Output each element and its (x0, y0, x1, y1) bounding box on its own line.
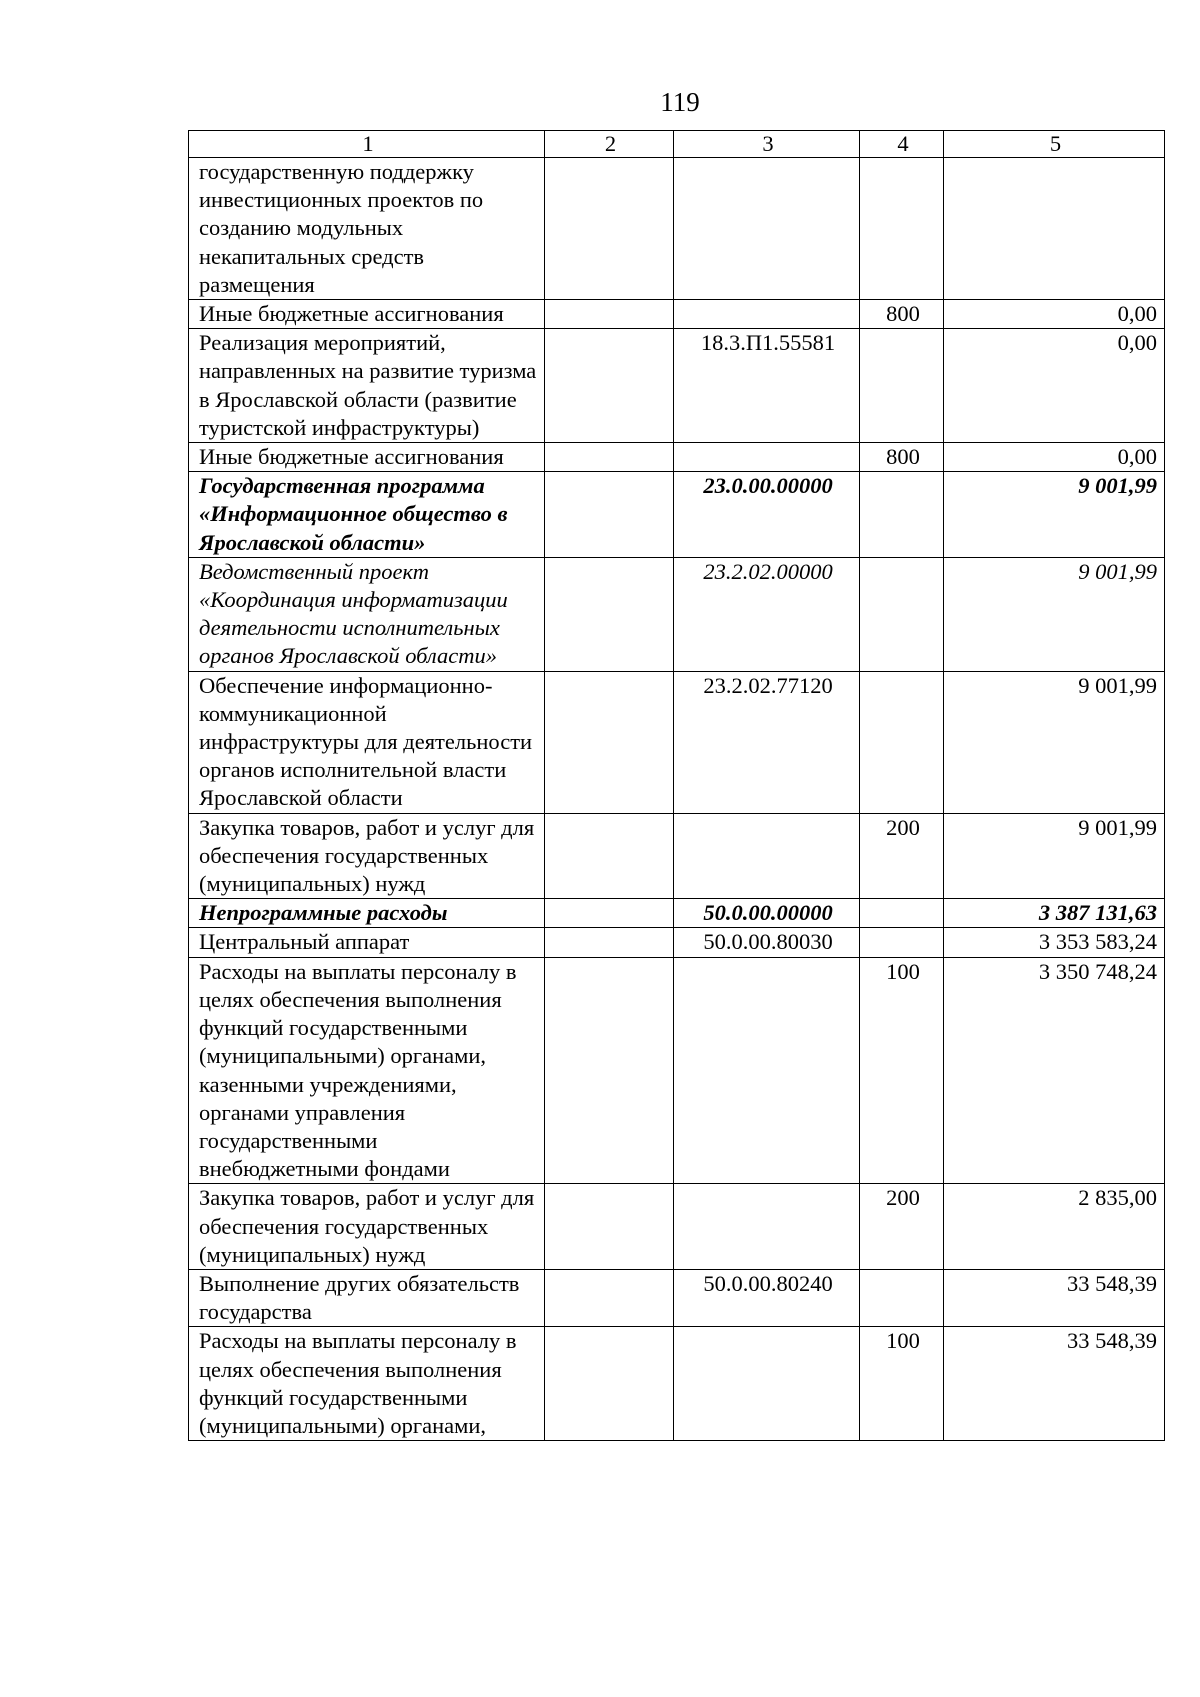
table-row (189, 158, 1165, 300)
amount: 3 350 748,24 (944, 957, 1165, 1184)
table-row (189, 1184, 1165, 1270)
expense-type (860, 899, 944, 928)
target-code: 50.0.00.00000 (674, 899, 860, 928)
column-2-cell (545, 813, 674, 899)
amount: 9 001,99 (944, 671, 1165, 813)
column-2-cell (545, 1269, 674, 1326)
column-2-cell (545, 1327, 674, 1441)
expense-type (860, 329, 944, 443)
header-cell-2: 2 (545, 131, 674, 158)
table-row (189, 472, 1165, 558)
expense-type: 800 (860, 443, 944, 472)
item-name: Закупка товаров, работ и услуг для обеспечения государственных (муниципальных) нужд (189, 1184, 545, 1270)
table-header-row (189, 131, 1165, 158)
target-code (674, 1184, 860, 1270)
target-code: 18.3.П1.55581 (674, 329, 860, 443)
column-2-cell (545, 557, 674, 671)
column-2-cell (545, 899, 674, 928)
item-name: Иные бюджетные ассигнования (189, 300, 545, 329)
expense-type: 100 (860, 1327, 944, 1441)
item-name: Иные бюджетные ассигнования (189, 443, 545, 472)
item-name: Центральный аппарат (189, 928, 545, 957)
expense-type (860, 557, 944, 671)
target-code: 23.2.02.77120 (674, 671, 860, 813)
amount: 33 548,39 (944, 1269, 1165, 1326)
table-row (189, 957, 1165, 1184)
item-name: Непрограммные расходы (189, 899, 545, 928)
table-row (189, 300, 1165, 329)
table-row (189, 557, 1165, 671)
amount: 3 353 583,24 (944, 928, 1165, 957)
amount: 0,00 (944, 329, 1165, 443)
amount: 3 387 131,63 (944, 899, 1165, 928)
column-2-cell (545, 443, 674, 472)
target-code (674, 443, 860, 472)
table-row (189, 443, 1165, 472)
target-code: 23.0.00.00000 (674, 472, 860, 558)
table-row (189, 329, 1165, 443)
header-cell-4: 4 (860, 131, 944, 158)
table-row (189, 813, 1165, 899)
column-2-cell (545, 158, 674, 300)
table-row (189, 1327, 1165, 1441)
expense-type (860, 928, 944, 957)
expense-type (860, 671, 944, 813)
amount: 2 835,00 (944, 1184, 1165, 1270)
amount: 0,00 (944, 300, 1165, 329)
expense-type: 200 (860, 813, 944, 899)
target-code (674, 300, 860, 329)
column-2-cell (545, 957, 674, 1184)
amount: 9 001,99 (944, 472, 1165, 558)
expense-type: 200 (860, 1184, 944, 1270)
expense-type (860, 1269, 944, 1326)
amount (944, 158, 1165, 300)
column-2-cell (545, 671, 674, 813)
amount: 33 548,39 (944, 1327, 1165, 1441)
expense-type: 800 (860, 300, 944, 329)
column-2-cell (545, 472, 674, 558)
page-number: 119 (660, 87, 700, 117)
item-name: государственную поддержку инвестиционных проектов по созданию модульных некапитальных средств размещения (189, 158, 545, 300)
table-row (189, 928, 1165, 957)
item-name: Государственная программа «Информационное общество в Ярославской области» (189, 472, 545, 558)
item-name: Расходы на выплаты персоналу в целях обеспечения выполнения функций государственными (муниципальными) органами, (189, 1327, 545, 1441)
header-cell-1: 1 (189, 131, 545, 158)
target-code (674, 1327, 860, 1441)
header-cell-5: 5 (944, 131, 1165, 158)
target-code (674, 813, 860, 899)
item-name: Ведомственный проект «Координация информатизации деятельности исполнительных органов Ярославской области» (189, 557, 545, 671)
item-name: Обеспечение информационно-коммуникационной инфраструктуры для деятельности органов исполнительной власти Ярославской области (189, 671, 545, 813)
budget-table (188, 130, 1165, 1441)
table-row (189, 671, 1165, 813)
header-cell-3: 3 (674, 131, 860, 158)
expense-type (860, 158, 944, 300)
table-row (189, 1269, 1165, 1326)
amount: 9 001,99 (944, 813, 1165, 899)
item-name: Выполнение других обязательств государства (189, 1269, 545, 1326)
target-code (674, 158, 860, 300)
item-name: Закупка товаров, работ и услуг для обеспечения государственных (муниципальных) нужд (189, 813, 545, 899)
target-code: 50.0.00.80240 (674, 1269, 860, 1326)
expense-type: 100 (860, 957, 944, 1184)
item-name: Реализация мероприятий, направленных на развитие туризма в Ярославской области (развитие туристской инфраструктуры) (189, 329, 545, 443)
table-row (189, 899, 1165, 928)
item-name: Расходы на выплаты персоналу в целях обеспечения выполнения функций государственными (муниципальными) органами, казенными учреждениями, органами управления государственными внебюджетными фондами (189, 957, 545, 1184)
amount: 0,00 (944, 443, 1165, 472)
column-2-cell (545, 329, 674, 443)
amount: 9 001,99 (944, 557, 1165, 671)
column-2-cell (545, 928, 674, 957)
target-code: 50.0.00.80030 (674, 928, 860, 957)
target-code (674, 957, 860, 1184)
column-2-cell (545, 1184, 674, 1270)
expense-type (860, 472, 944, 558)
column-2-cell (545, 300, 674, 329)
target-code: 23.2.02.00000 (674, 557, 860, 671)
